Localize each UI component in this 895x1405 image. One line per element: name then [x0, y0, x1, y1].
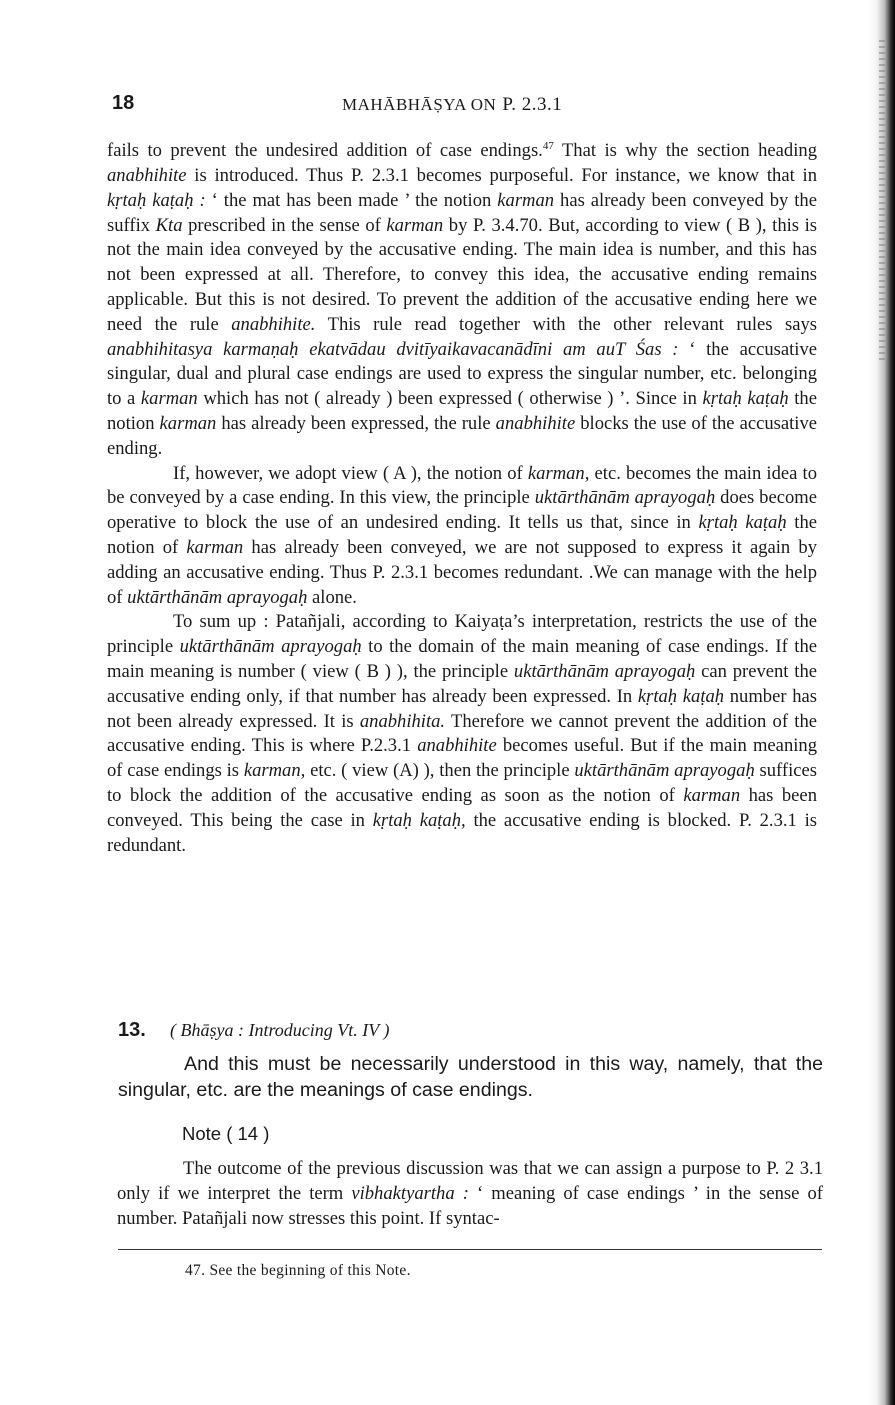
italic-term: uktārthānām aprayogaḥ: [179, 636, 362, 658]
running-head-title: MAHĀBHĀṢYA ON: [342, 95, 497, 114]
text-run: Therefore we cannot prevent the addition of the accusative ending. This is where P.2.3.1: [107, 710, 817, 757]
italic-term: anabhihitasya karmaṇaḥ ekatvādau dvitīyaikavacanādīni am auT Śas :: [107, 338, 679, 360]
footnote-rule: [118, 1249, 822, 1250]
italic-term: kṛtaḥ kaṭaḥ,: [372, 809, 466, 831]
text-run: has already been expressed, the rule: [216, 412, 496, 434]
note-body: [117, 1157, 823, 1231]
text-run: by P. 3.4.70. But, according to view ( B ), this is not the main idea conveyed by the accusative ending. The main idea is number, and this has not been expressed at all. Therefore, to convey this idea, the accusative ending remains applicable. But this is not desired. To prevent the addition of the accusative ending here we need the rule: [107, 214, 817, 335]
italic-term: karman: [497, 189, 555, 211]
italic-term: anabhihite: [417, 735, 497, 757]
italic-term: karman,: [243, 760, 306, 782]
text-run: ‘ meaning of case endings ’ in the sense of number. Patañjali now stresses this point. If syntac-: [117, 1182, 823, 1229]
italic-term: anabhihite: [495, 412, 576, 434]
section-number: 13.: [118, 1019, 146, 1041]
italic-term: kṛtaḥ kaṭaḥ: [698, 512, 787, 534]
text-run: has been conveyed. This being the case in: [107, 784, 817, 831]
running-head: [342, 94, 562, 116]
text-run: That is why the section heading: [553, 140, 817, 162]
text-run: becomes useful. But if the main meaning of case endings is: [107, 735, 817, 782]
paragraph-2: [107, 462, 817, 611]
italic-term: uktārthānām aprayogaḥ: [574, 760, 755, 782]
italic-term: uktārthānām aprayogaḥ: [534, 487, 716, 509]
text-run: This rule read together with the other relevant rules says: [315, 313, 817, 335]
italic-term: karman: [186, 536, 244, 558]
text-run: has already been conveyed, we are not supposed to express it again by adding an accusative ending. Thus P. 2.3.1 becomes redundant. .We can manage with the help of: [107, 536, 817, 608]
page-header: [112, 92, 822, 122]
text-run: alone.: [307, 586, 357, 608]
paragraph-3: [107, 610, 817, 858]
italic-term: anabhihite: [107, 164, 187, 186]
section-title: ( Bhāṣya : Introducing Vt. IV ): [170, 1020, 390, 1040]
running-head-rule-ref: P. 2.3.1: [502, 94, 563, 115]
text-run: ‘ the accusative singular, dual and plural case endings are used to express the singular number, etc. belonging to a: [107, 338, 817, 410]
text-run: has already been conveyed by the suffix: [107, 189, 817, 236]
text-run: The outcome of the previous discussion was that we can assign a purpose to P. 2 3.1 only if we interpret the term: [117, 1158, 823, 1204]
bhasya-paragraph: And this must be necessarily understood in this way, namely, that the singular, etc. are the meanings of case endings.: [118, 1053, 823, 1101]
page-number: 18: [112, 92, 135, 114]
text-run: the accusative ending is blocked. P. 2.3.1 is redundant.: [107, 809, 817, 856]
text-run: can prevent the accusative ending only, if that number has already been expressed. In: [107, 660, 817, 707]
italic-term: karman: [683, 784, 741, 806]
bhasya-translation: [118, 1051, 823, 1103]
italic-term: uktārthānām aprayogaḥ: [127, 586, 308, 608]
text-run: ‘ the mat has been made ’ the notion: [205, 189, 498, 211]
italic-term: karman,: [527, 462, 590, 484]
text-run: fails to prevent the undesired addition of case endings.: [107, 140, 543, 162]
note-paragraph: [117, 1157, 823, 1231]
text-run: blocks the use of the accusative ending.: [107, 412, 818, 459]
italic-term: karman: [386, 214, 444, 236]
italic-term: vibhaktyartha :: [351, 1182, 469, 1204]
text-run: etc. becomes the main idea to be conveyed by a case ending. In this view, the principle: [107, 462, 817, 509]
text-run: If, however, we adopt view ( A ), the notion of: [173, 462, 528, 484]
text-run: etc. ( view (A) ), then the principle: [305, 760, 575, 782]
note-heading: Note ( 14 ): [182, 1123, 270, 1144]
italic-term: kṛtaḥ kaṭaḥ :: [107, 189, 206, 211]
footnote-ref: 47: [542, 140, 554, 152]
text-run: which has not ( already ) been expressed ( otherwise ) ’. Since in: [197, 388, 703, 410]
paragraph-1: [107, 134, 817, 462]
text-run: number has not been already expressed. It is: [107, 685, 817, 732]
main-text: [107, 134, 817, 858]
text-run: does become operative to block the use of an undesired ending. It tells us that, since in: [107, 487, 817, 534]
text-run: prescribed in the sense of: [182, 214, 387, 236]
italic-term: kṛtaḥ kaṭaḥ: [637, 685, 725, 707]
footnote-47: 47. See the beginning of this Note.: [185, 1262, 411, 1279]
section-heading: [118, 1019, 828, 1042]
scan-edge-noise: [879, 40, 885, 360]
italic-term: uktārthānām aprayogaḥ: [513, 660, 696, 682]
italic-term: anabhihita.: [359, 710, 446, 732]
italic-term: karman: [140, 388, 198, 410]
text-run: is introduced. Thus P. 2.3.1 becomes purposeful. For instance, we know that in: [186, 164, 817, 186]
italic-term: Kta: [155, 214, 183, 236]
text-run: the notion: [107, 388, 817, 434]
text-run: suffices to block the addition of the accusative ending as soon as the notion of: [107, 760, 818, 806]
italic-term: karman: [159, 412, 217, 434]
text-run: To sum up : Patañjali, according to Kaiyaṭa’s interpretation, restricts the use of the principle: [107, 611, 817, 658]
italic-term: kṛtaḥ kaṭaḥ: [702, 388, 789, 410]
text-run: to the domain of the main meaning of case endings. If the main meaning is number ( view ( B ) ), the principle: [107, 636, 817, 682]
italic-term: anabhihite.: [231, 313, 316, 335]
text-run: the notion of: [107, 512, 817, 558]
